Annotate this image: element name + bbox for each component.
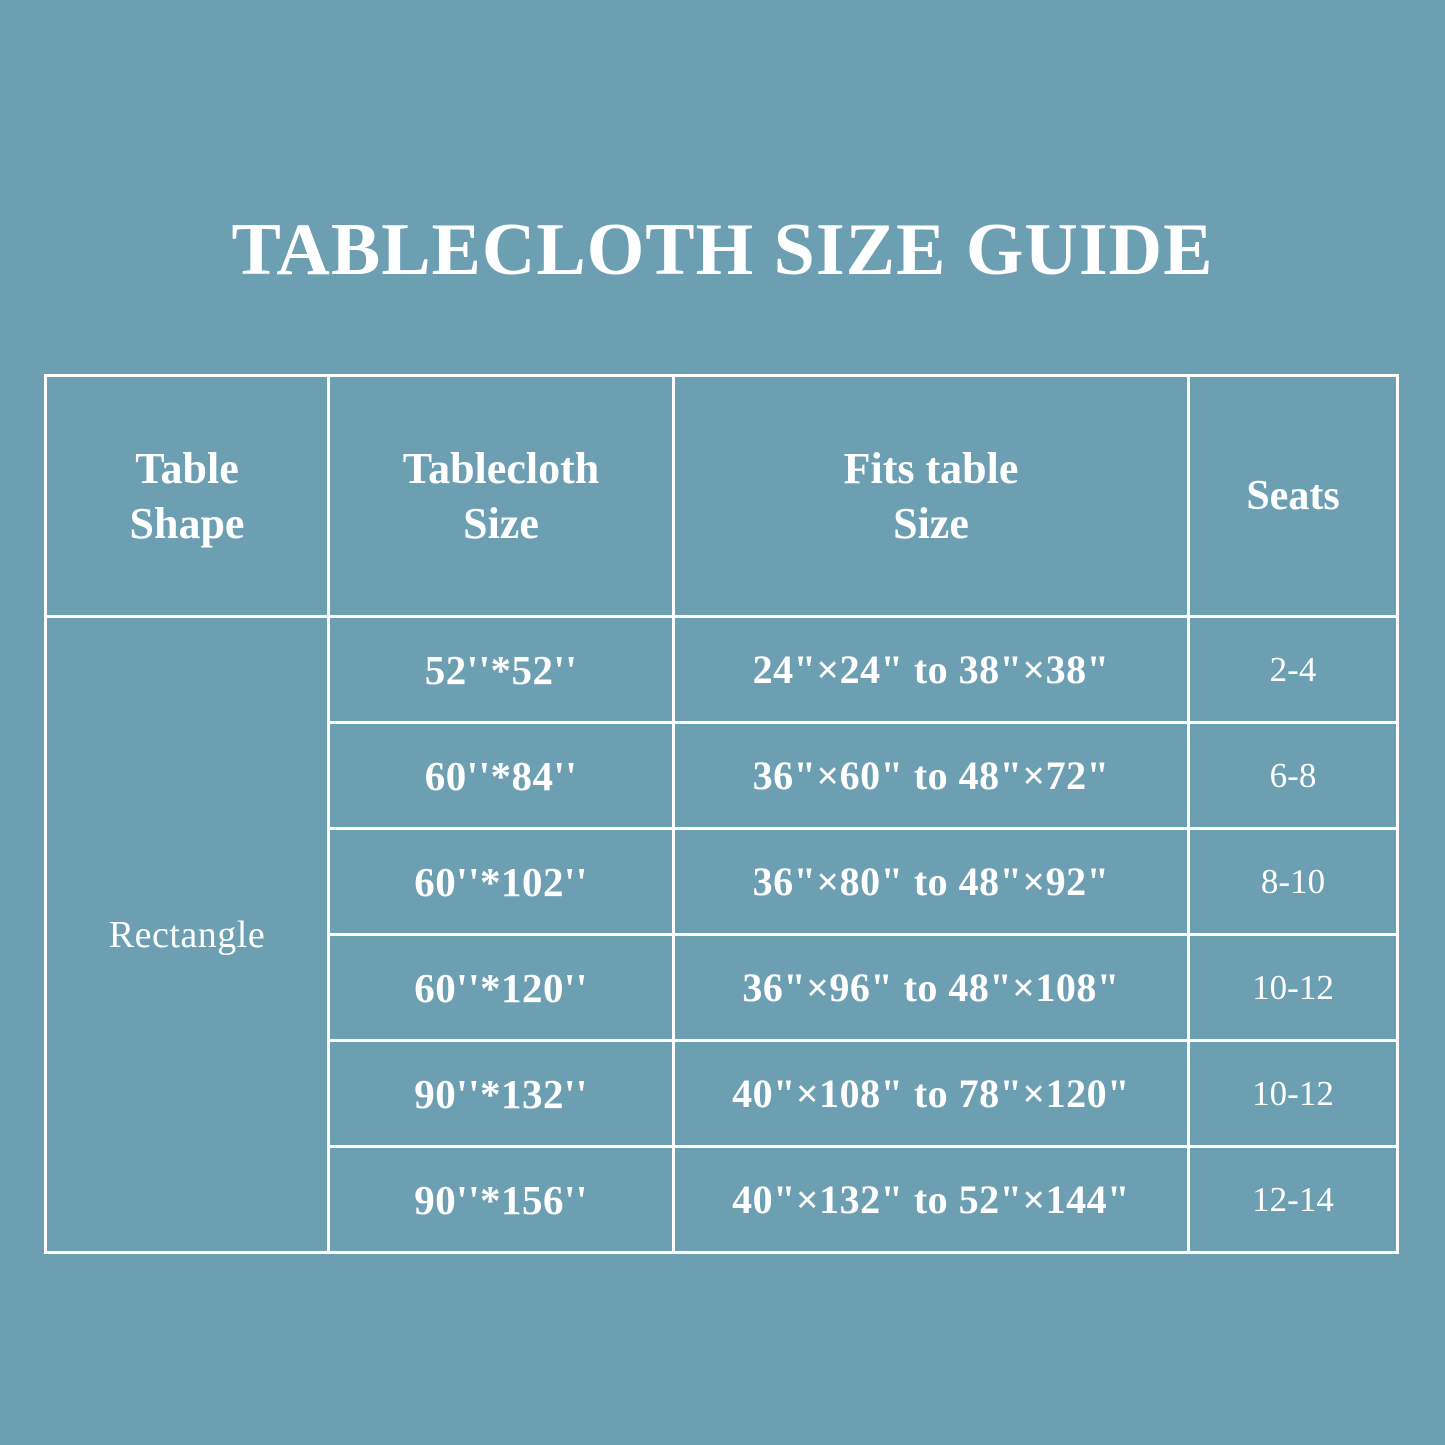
column-header-fits-table-size [674, 376, 1189, 617]
column-header-table-shape-line1: Table [135, 444, 239, 493]
column-header-table-shape-line2: Shape [129, 499, 245, 548]
size-guide-table-container [44, 374, 1396, 1254]
cell-tablecloth-size: 90''*156'' [329, 1147, 674, 1253]
cell-tablecloth-size: 60''*84'' [329, 723, 674, 829]
cell-seats: 6-8 [1189, 723, 1398, 829]
column-header-seats: Seats [1189, 376, 1398, 617]
column-header-tablecloth-size-line2: Size [463, 499, 539, 548]
cell-seats: 2-4 [1189, 617, 1398, 723]
cell-fits-table-size: 36"×80" to 48"×92" [674, 829, 1189, 935]
cell-seats: 10-12 [1189, 1041, 1398, 1147]
cell-tablecloth-size: 60''*102'' [329, 829, 674, 935]
cell-fits-table-size: 36"×60" to 48"×72" [674, 723, 1189, 829]
page-title: TABLECLOTH SIZE GUIDE [231, 209, 1214, 291]
cell-seats: 8-10 [1189, 829, 1398, 935]
table-row [46, 617, 1398, 723]
size-guide-table [44, 374, 1399, 1254]
cell-fits-table-size: 40"×132" to 52"×144" [674, 1147, 1189, 1253]
column-header-tablecloth-size [329, 376, 674, 617]
cell-fits-table-size: 40"×108" to 78"×120" [674, 1041, 1189, 1147]
cell-tablecloth-size: 60''*120'' [329, 935, 674, 1041]
cell-table-shape-rectangle: Rectangle [46, 617, 329, 1253]
cell-fits-table-size: 24"×24" to 38"×38" [674, 617, 1189, 723]
cell-seats: 10-12 [1189, 935, 1398, 1041]
cell-seats: 12-14 [1189, 1147, 1398, 1253]
column-header-table-shape [46, 376, 329, 617]
column-header-fits-table-size-line2: Size [893, 499, 969, 548]
table-header-row [46, 376, 1398, 617]
cell-tablecloth-size: 90''*132'' [329, 1041, 674, 1147]
column-header-tablecloth-size-line1: Tablecloth [402, 444, 600, 493]
cell-fits-table-size: 36"×96" to 48"×108" [674, 935, 1189, 1041]
cell-tablecloth-size: 52''*52'' [329, 617, 674, 723]
column-header-fits-table-size-line1: Fits table [843, 444, 1019, 493]
